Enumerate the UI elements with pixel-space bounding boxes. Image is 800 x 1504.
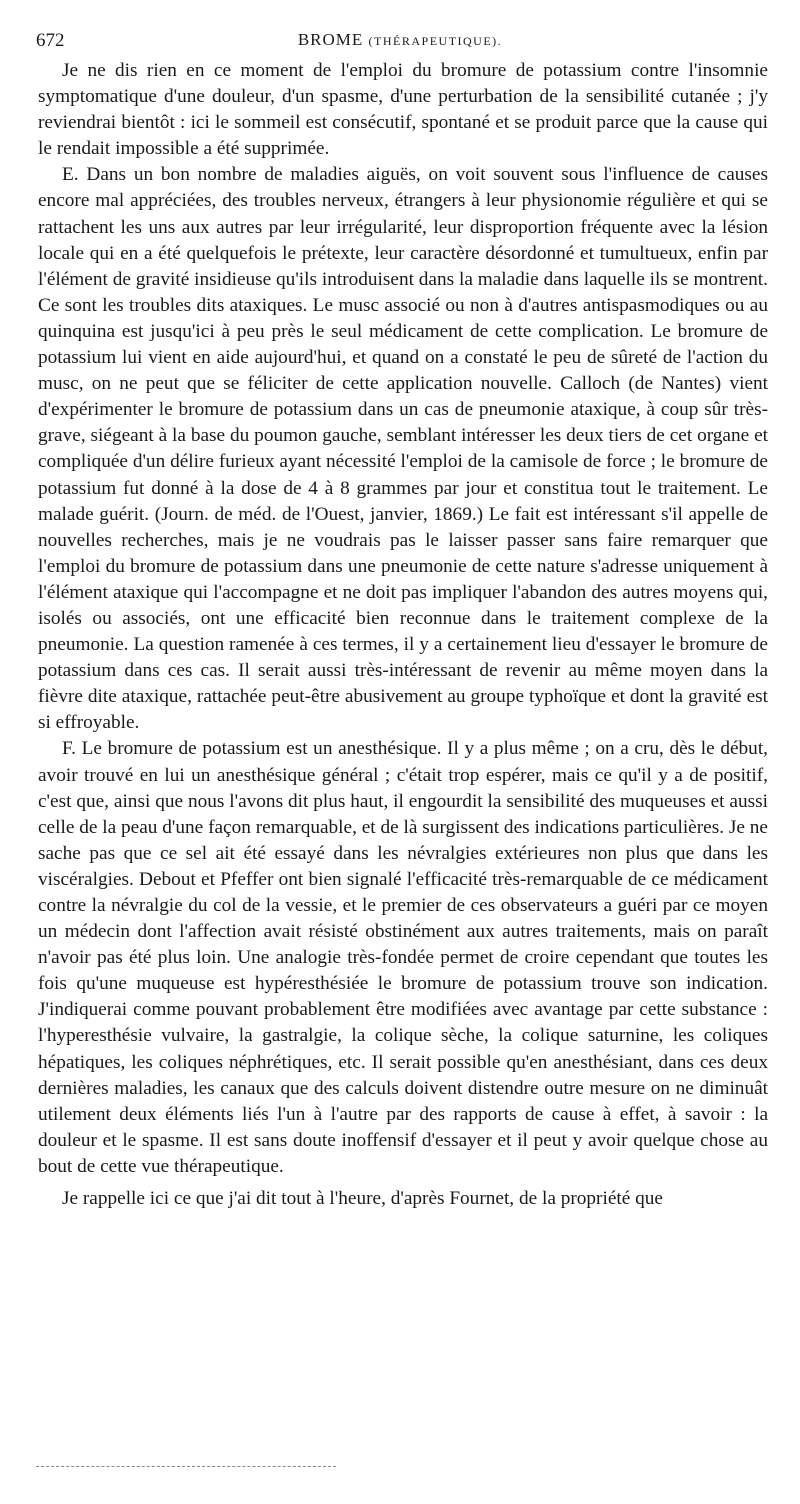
running-title-sub: (THÉRAPEUTIQUE). <box>368 34 503 48</box>
footer-rule <box>36 1466 336 1467</box>
paragraph-insomnie: Je ne dis rien en ce moment de l'emploi du bromure de potassium contre l'insomnie symptomatique d'une douleur, d'un spasme, d'une perturbation de la sensibilité cutanée ; j'y reviendrai bientôt : ici le sommeil est consécutif, spontané et se produit parce que la cause qui le rendait impossible a été supprimée. <box>38 60 768 160</box>
running-title-main: BROME <box>297 30 364 49</box>
paragraph-fournet: Je rappelle ici ce que j'ai dit tout à l'heure, d'après Fournet, de la propriété que <box>62 1188 663 1210</box>
paragraph-f-anesthesique: F. Le bromure de potassium est un anesthésique. Il y a plus même ; on a cru, dès le début, avoir trouvé en lui un anesthésique général ; c'était trop espérer, mais ce qu'il y a de positif, c'est que, ainsi que nous l'avons dit plus haut, il engourdit la sensibilité des muqueuses et aussi celle de la peau d'une façon remarquable, et de là surgissent des indications particulières. Je ne sache pas que ce sel ait été essayé dans les névralgies extérieures non plus que dans les viscéralgies. Debout et Pfeffer ont bien signalé l'efficacité très-remarquable de ce médicament contre la névralgie du col de la vessie, et le premier de ces observateurs a guéri par ce moyen un médecin dont l'affection avait résisté obstinément aux autres traitements, mais on paraît n'avoir pas été plus loin. Une analogie très-fondée permet de croire cependant que toutes les fois qu'une muqueuse est hypéresthésiée le bromure de potassium trouve son indication. J'indiquerai comme pouvant probablement être modifiées avec avantage par cette substance : l'hyperesthésie vulvaire, la gastralgie, la colique sèche, la colique saturnine, les coliques hépatiques, les coliques néphrétiques, etc. Il serait possible qu'en anesthésiant, dans ces deux dernières maladies, les canaux que des calculs doivent distendre outre mesure on ne diminuât utilement deux éléments liés l'un à l'autre par des rapports de cause à effet, à savoir : la douleur et le spasme. Il est sans doute inoffensif d'essayer et il peut y avoir quelque chose au bout de cette vue thérapeutique. <box>38 738 768 1177</box>
page-number: 672 <box>36 30 65 51</box>
running-title <box>36 30 764 50</box>
running-header <box>36 30 764 54</box>
paragraph-e-ataxiques: E. Dans un bon nombre de maladies aiguës, on voit souvent sous l'influence de causes encore mal appréciées, des troubles nerveux, étrangers à leur physionomie régulière et qui se rattachent les uns aux autres par leur irrégularité, leur disproportion fréquente avec la lésion locale qui en a été quelquefois le prétexte, leur caractère désordonné et tumultueux, enfin par l'élément de gravité insidieuse qu'ils introduisent dans la maladie dans laquelle ils se montrent. Ce sont les troubles dits ataxiques. Le musc associé ou non à d'autres antispasmodiques ou au quinquina est jusqu'ici à peu près le seul médicament de cette complication. Le bromure de potassium lui vient en aide aujourd'hui, et quand on a constaté le peu de sûreté de l'action du musc, on ne peut que se féliciter de cette application nouvelle. Calloch (de Nantes) vient d'expérimenter le bromure de potassium dans un cas de pneumonie ataxique, à coup sûr très-grave, siégeant à la base du poumon gauche, semblant intéresser les deux tiers de cet organe et compliquée d'un délire furieux ayant nécessité l'emploi de la camisole de force ; le bromure de potassium fut donné à la dose de 4 à 8 grammes par jour et constitua tout le traitement. Le malade guérit. (Journ. de méd. de l'Ouest, janvier, 1869.) Le fait est intéressant s'il appelle de nouvelles recherches, mais je ne voudrais pas le laisser passer sans faire remarquer que l'emploi du bromure de potassium dans une pneumonie de cette nature s'adresse uniquement à l'élément ataxique qui l'accompagne et ne doit pas impliquer l'abandon des autres moyens qui, isolés ou associés, ont une efficacité bien reconnue dans le traitement complexe de la pneumonie. La question ramenée à ces termes, il y a certainement lieu d'essayer le bromure de potassium dans ces cas. Il serait aussi très-intéressant de revenir au même moyen dans la fièvre dite ataxique, rattachée peut-être abusivement au groupe typhoïque et dont la gravité est si effroyable. <box>38 164 768 734</box>
body-text <box>38 58 768 1212</box>
